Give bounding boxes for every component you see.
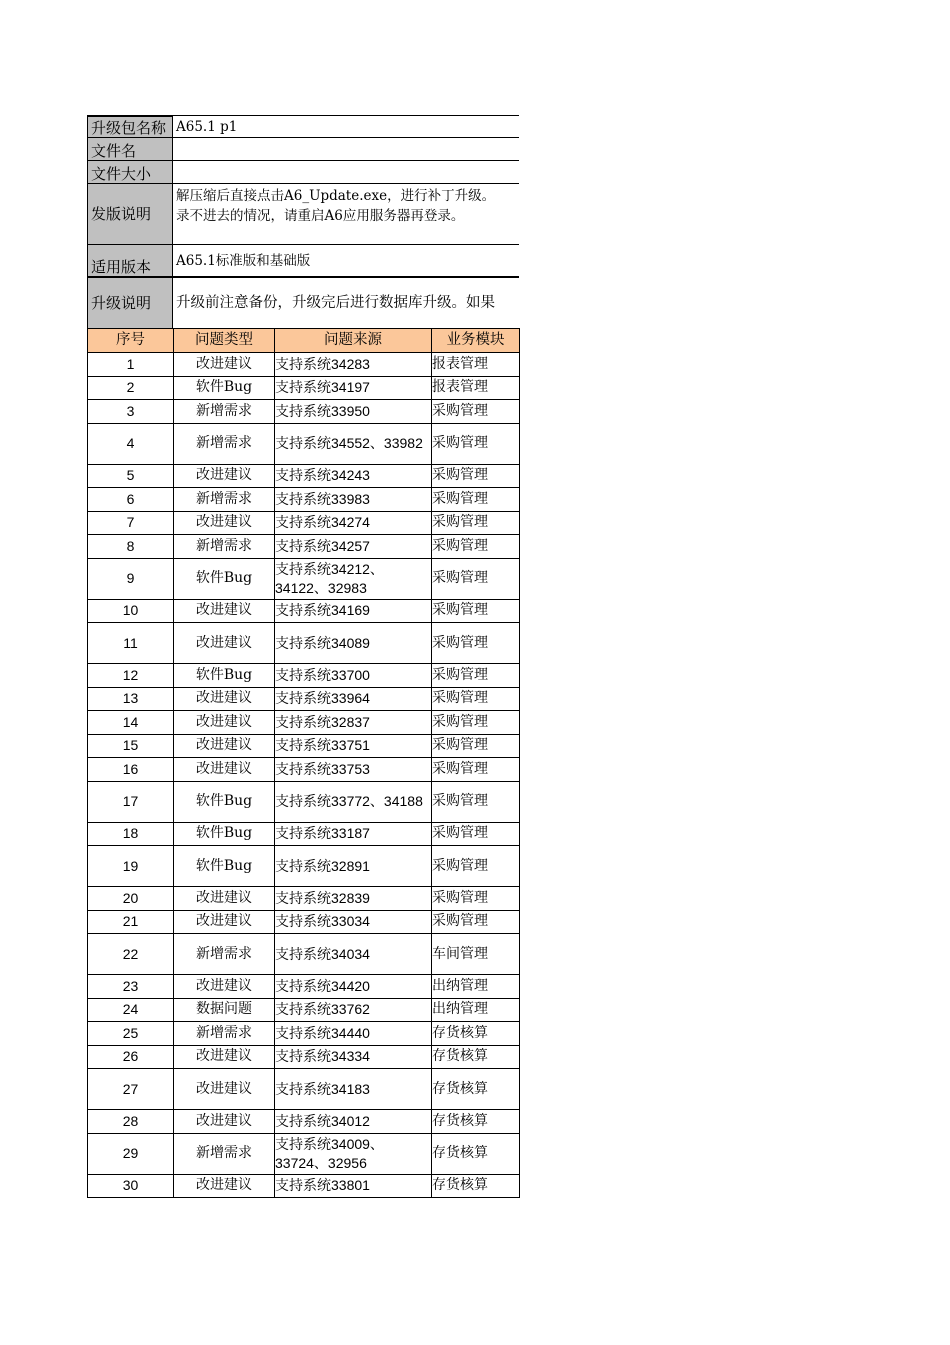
issue-source[interactable]: 支持系统34034 bbox=[275, 934, 432, 975]
business-module[interactable]: 出纳管理 bbox=[432, 998, 520, 1022]
issue-source[interactable]: 支持系统34440 bbox=[275, 1022, 432, 1046]
filesize-label: 文件大小 bbox=[87, 161, 173, 183]
issue-source[interactable]: 支持系统34283 bbox=[275, 353, 432, 377]
table-row[interactable] bbox=[88, 822, 520, 846]
business-module[interactable]: 采购管理 bbox=[432, 599, 520, 623]
upgrade-label: 升级说明 bbox=[87, 278, 173, 328]
business-module[interactable]: 存货核算 bbox=[432, 1110, 520, 1134]
version-label: 适用版本 bbox=[87, 245, 173, 276]
issue-type[interactable]: 新增需求 bbox=[174, 400, 275, 424]
row-number[interactable]: 5 bbox=[88, 464, 174, 488]
row-number[interactable]: 27 bbox=[88, 1069, 174, 1110]
filename-value[interactable] bbox=[173, 138, 519, 160]
business-module[interactable]: 采购管理 bbox=[432, 664, 520, 688]
row-number[interactable]: 26 bbox=[88, 1045, 174, 1069]
table-row[interactable] bbox=[88, 781, 520, 822]
info-row-package bbox=[87, 115, 519, 138]
table-row[interactable] bbox=[88, 1133, 520, 1174]
issue-type[interactable]: 改进建议 bbox=[174, 511, 275, 535]
info-row-version bbox=[87, 245, 519, 278]
issue-source[interactable]: 支持系统33983 bbox=[275, 488, 432, 512]
row-number[interactable]: 14 bbox=[88, 711, 174, 735]
table-row[interactable] bbox=[88, 558, 520, 599]
issue-source[interactable]: 支持系统34420 bbox=[275, 975, 432, 999]
business-module[interactable]: 存货核算 bbox=[432, 1133, 520, 1174]
issue-source[interactable]: 支持系统33034 bbox=[275, 910, 432, 934]
table-row[interactable] bbox=[88, 758, 520, 782]
filename-label: 文件名 bbox=[87, 138, 173, 160]
issue-source[interactable]: 支持系统34334 bbox=[275, 1045, 432, 1069]
issue-type[interactable]: 新增需求 bbox=[174, 535, 275, 559]
business-module[interactable]: 采购管理 bbox=[432, 910, 520, 934]
row-number[interactable]: 15 bbox=[88, 734, 174, 758]
table-row[interactable] bbox=[88, 535, 520, 559]
row-number[interactable]: 18 bbox=[88, 822, 174, 846]
row-number[interactable]: 17 bbox=[88, 781, 174, 822]
row-number[interactable]: 13 bbox=[88, 687, 174, 711]
row-number[interactable]: 8 bbox=[88, 535, 174, 559]
issue-source[interactable]: 支持系统34274 bbox=[275, 511, 432, 535]
issue-source[interactable]: 支持系统33762 bbox=[275, 998, 432, 1022]
business-module[interactable]: 存货核算 bbox=[432, 1022, 520, 1046]
issue-table bbox=[87, 328, 520, 1198]
table-row[interactable] bbox=[88, 934, 520, 975]
business-module[interactable]: 采购管理 bbox=[432, 758, 520, 782]
issue-source[interactable]: 支持系统33950 bbox=[275, 400, 432, 424]
issue-type[interactable]: 新增需求 bbox=[174, 1133, 275, 1174]
row-number[interactable]: 30 bbox=[88, 1174, 174, 1198]
business-module[interactable]: 采购管理 bbox=[432, 846, 520, 887]
header-module: 业务模块 bbox=[432, 329, 520, 353]
info-row-filename bbox=[87, 138, 519, 161]
issue-type[interactable]: 改进建议 bbox=[174, 734, 275, 758]
row-number[interactable]: 12 bbox=[88, 664, 174, 688]
issue-source[interactable]: 支持系统33700 bbox=[275, 664, 432, 688]
row-number[interactable]: 9 bbox=[88, 558, 174, 599]
business-module[interactable]: 采购管理 bbox=[432, 558, 520, 599]
table-row[interactable] bbox=[88, 1174, 520, 1198]
table-row[interactable] bbox=[88, 376, 520, 400]
business-module[interactable]: 采购管理 bbox=[432, 511, 520, 535]
row-number[interactable]: 29 bbox=[88, 1133, 174, 1174]
table-row[interactable] bbox=[88, 623, 520, 664]
business-module[interactable]: 采购管理 bbox=[432, 887, 520, 911]
table-row[interactable] bbox=[88, 711, 520, 735]
release-line-2: 录不进去的情况，请重启A6应用服务器再登录。 bbox=[176, 208, 465, 224]
issue-type[interactable]: 新增需求 bbox=[174, 1022, 275, 1046]
issue-source[interactable]: 支持系统33801 bbox=[275, 1174, 432, 1198]
issue-source[interactable]: 支持系统33187 bbox=[275, 822, 432, 846]
business-module[interactable]: 采购管理 bbox=[432, 423, 520, 464]
table-row[interactable] bbox=[88, 1110, 520, 1134]
issue-source[interactable]: 支持系统32891 bbox=[275, 846, 432, 887]
header-source: 问题来源 bbox=[275, 329, 432, 353]
issue-type[interactable]: 软件Bug bbox=[174, 781, 275, 822]
business-module[interactable]: 采购管理 bbox=[432, 488, 520, 512]
business-module[interactable]: 采购管理 bbox=[432, 822, 520, 846]
row-number[interactable]: 11 bbox=[88, 623, 174, 664]
issue-source[interactable]: 支持系统33753 bbox=[275, 758, 432, 782]
issue-type[interactable]: 改进建议 bbox=[174, 599, 275, 623]
issue-type[interactable]: 改进建议 bbox=[174, 910, 275, 934]
business-module[interactable]: 存货核算 bbox=[432, 1174, 520, 1198]
issue-type[interactable]: 改进建议 bbox=[174, 1069, 275, 1110]
business-module[interactable]: 采购管理 bbox=[432, 687, 520, 711]
issue-source[interactable]: 支持系统33964 bbox=[275, 687, 432, 711]
table-row[interactable] bbox=[88, 353, 520, 377]
business-module[interactable]: 采购管理 bbox=[432, 623, 520, 664]
issue-source[interactable]: 支持系统34089 bbox=[275, 623, 432, 664]
release-value[interactable] bbox=[173, 184, 519, 244]
row-number[interactable]: 19 bbox=[88, 846, 174, 887]
table-row[interactable] bbox=[88, 664, 520, 688]
row-number[interactable]: 6 bbox=[88, 488, 174, 512]
issue-source[interactable]: 支持系统34552、33982 bbox=[275, 423, 432, 464]
row-number[interactable]: 2 bbox=[88, 376, 174, 400]
issue-type[interactable]: 改进建议 bbox=[174, 687, 275, 711]
row-number[interactable]: 1 bbox=[88, 353, 174, 377]
issue-type[interactable]: 改进建议 bbox=[174, 1045, 275, 1069]
table-row[interactable] bbox=[88, 687, 520, 711]
row-number[interactable]: 7 bbox=[88, 511, 174, 535]
business-module[interactable]: 出纳管理 bbox=[432, 975, 520, 999]
issue-source[interactable]: 支持系统32839 bbox=[275, 887, 432, 911]
issue-source[interactable]: 支持系统34257 bbox=[275, 535, 432, 559]
package-label: 升级包名称 bbox=[87, 116, 173, 137]
row-number[interactable]: 22 bbox=[88, 934, 174, 975]
issue-source[interactable]: 支持系统34012 bbox=[275, 1110, 432, 1134]
issue-source[interactable]: 支持系统34009、33724、32956 bbox=[275, 1133, 432, 1174]
table-row[interactable] bbox=[88, 1069, 520, 1110]
issue-type[interactable]: 改进建议 bbox=[174, 1110, 275, 1134]
release-label: 发版说明 bbox=[87, 184, 173, 244]
issue-type[interactable]: 改进建议 bbox=[174, 623, 275, 664]
issue-type[interactable]: 改进建议 bbox=[174, 1174, 275, 1198]
business-module[interactable]: 采购管理 bbox=[432, 711, 520, 735]
table-row[interactable] bbox=[88, 975, 520, 999]
issue-type[interactable]: 软件Bug bbox=[174, 376, 275, 400]
issue-type[interactable]: 新增需求 bbox=[174, 423, 275, 464]
row-number[interactable]: 28 bbox=[88, 1110, 174, 1134]
version-value[interactable]: A65.1标准版和基础版 bbox=[176, 253, 311, 269]
row-number[interactable]: 16 bbox=[88, 758, 174, 782]
business-module[interactable]: 报表管理 bbox=[432, 353, 520, 377]
table-row[interactable] bbox=[88, 400, 520, 424]
business-module[interactable]: 采购管理 bbox=[432, 464, 520, 488]
filesize-value[interactable] bbox=[173, 161, 519, 183]
issue-type[interactable]: 改进建议 bbox=[174, 975, 275, 999]
business-module[interactable]: 采购管理 bbox=[432, 535, 520, 559]
upgrade-value[interactable]: 升级前注意备份，升级完后进行数据库升级。如果 bbox=[176, 295, 495, 311]
issue-source[interactable]: 支持系统33772、34188 bbox=[275, 781, 432, 822]
row-number[interactable]: 21 bbox=[88, 910, 174, 934]
table-row[interactable] bbox=[88, 734, 520, 758]
issue-type[interactable]: 软件Bug bbox=[174, 664, 275, 688]
header-type: 问题类型 bbox=[174, 329, 275, 353]
table-row[interactable] bbox=[88, 511, 520, 535]
issue-source[interactable]: 支持系统34197 bbox=[275, 376, 432, 400]
issue-source[interactable]: 支持系统34212、34122、32983 bbox=[275, 558, 432, 599]
row-number[interactable]: 4 bbox=[88, 423, 174, 464]
business-module[interactable]: 车间管理 bbox=[432, 934, 520, 975]
table-row[interactable] bbox=[88, 464, 520, 488]
issue-type[interactable]: 改进建议 bbox=[174, 464, 275, 488]
issue-source[interactable]: 支持系统34243 bbox=[275, 464, 432, 488]
business-module[interactable]: 存货核算 bbox=[432, 1045, 520, 1069]
business-module[interactable]: 采购管理 bbox=[432, 400, 520, 424]
package-value[interactable]: A65.1 p1 bbox=[176, 119, 238, 135]
table-row[interactable] bbox=[88, 846, 520, 887]
issue-source[interactable]: 支持系统34183 bbox=[275, 1069, 432, 1110]
business-module[interactable]: 采购管理 bbox=[432, 734, 520, 758]
table-row[interactable] bbox=[88, 887, 520, 911]
row-number[interactable]: 24 bbox=[88, 998, 174, 1022]
issue-type[interactable]: 新增需求 bbox=[174, 934, 275, 975]
table-row[interactable] bbox=[88, 998, 520, 1022]
issue-source[interactable]: 支持系统32837 bbox=[275, 711, 432, 735]
row-number[interactable]: 25 bbox=[88, 1022, 174, 1046]
row-number[interactable]: 20 bbox=[88, 887, 174, 911]
issue-source[interactable]: 支持系统33751 bbox=[275, 734, 432, 758]
row-number[interactable]: 23 bbox=[88, 975, 174, 999]
business-module[interactable]: 存货核算 bbox=[432, 1069, 520, 1110]
issue-type[interactable]: 软件Bug bbox=[174, 822, 275, 846]
issue-type[interactable]: 改进建议 bbox=[174, 887, 275, 911]
issue-source[interactable]: 支持系统34169 bbox=[275, 599, 432, 623]
table-row[interactable] bbox=[88, 910, 520, 934]
info-row-upgrade bbox=[87, 278, 519, 328]
issue-type[interactable]: 改进建议 bbox=[174, 758, 275, 782]
issue-type[interactable]: 新增需求 bbox=[174, 488, 275, 512]
info-row-filesize bbox=[87, 161, 519, 184]
table-row[interactable] bbox=[88, 488, 520, 512]
row-number[interactable]: 10 bbox=[88, 599, 174, 623]
issue-type[interactable]: 改进建议 bbox=[174, 353, 275, 377]
info-row-release bbox=[87, 184, 519, 245]
table-row[interactable] bbox=[88, 423, 520, 464]
issue-type[interactable]: 软件Bug bbox=[174, 846, 275, 887]
spreadsheet bbox=[87, 115, 519, 1198]
table-row[interactable] bbox=[88, 599, 520, 623]
header-no: 序号 bbox=[88, 329, 174, 353]
issue-type[interactable]: 数据问题 bbox=[174, 998, 275, 1022]
table-body bbox=[88, 353, 520, 1198]
issue-type[interactable]: 改进建议 bbox=[174, 711, 275, 735]
table-row[interactable] bbox=[88, 1045, 520, 1069]
row-number[interactable]: 3 bbox=[88, 400, 174, 424]
business-module[interactable]: 采购管理 bbox=[432, 781, 520, 822]
business-module[interactable]: 报表管理 bbox=[432, 376, 520, 400]
table-header-row bbox=[88, 329, 520, 353]
table-row[interactable] bbox=[88, 1022, 520, 1046]
release-line-1: 解压缩后直接点击A6_Update.exe，进行补丁升级。 bbox=[176, 188, 496, 204]
issue-type[interactable]: 软件Bug bbox=[174, 558, 275, 599]
